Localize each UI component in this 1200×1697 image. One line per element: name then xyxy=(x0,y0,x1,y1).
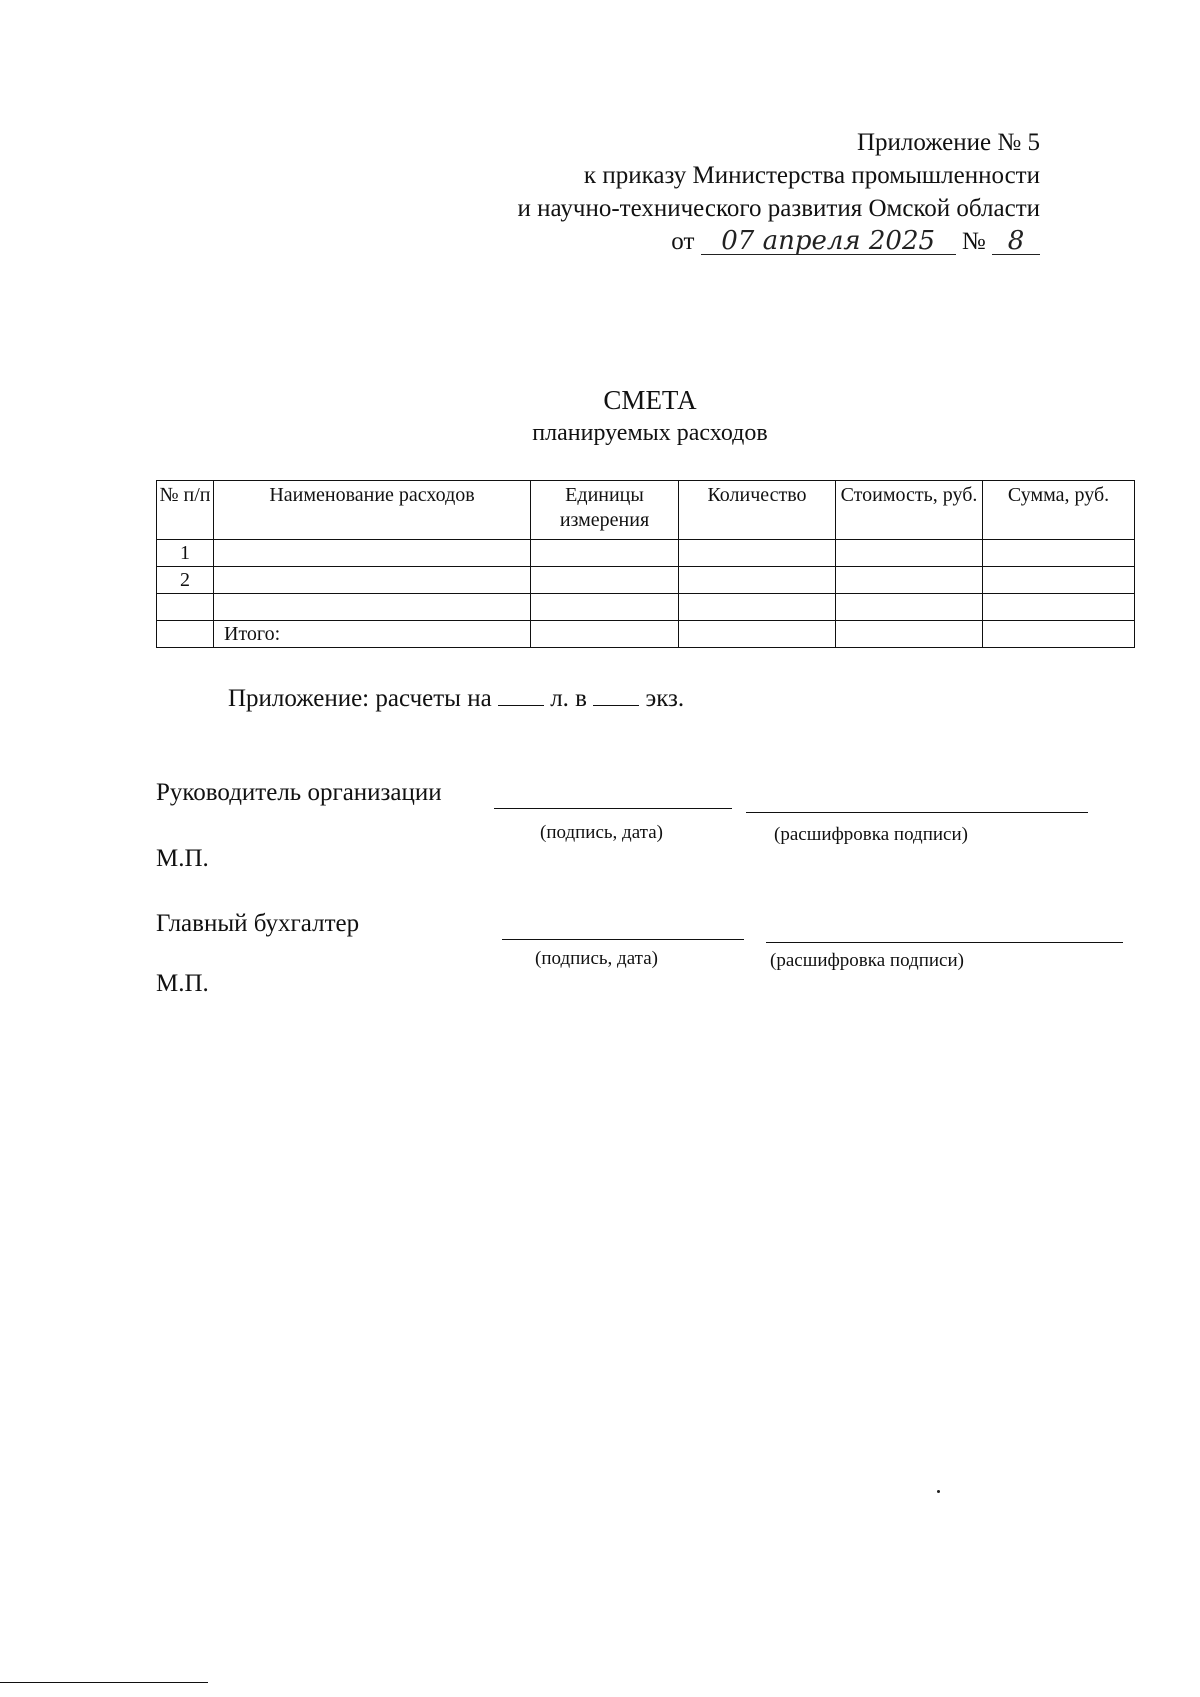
table-row xyxy=(157,540,1135,567)
col-header-number: № п/п xyxy=(157,481,214,540)
copies-count-blank xyxy=(593,685,639,706)
attachment-mid: л. в xyxy=(550,685,587,712)
table-row xyxy=(157,567,1135,594)
stamp-place-label: М.П. xyxy=(156,970,209,997)
col-header-expense-name: Наименование расходов xyxy=(214,481,531,540)
head-signature-line xyxy=(494,808,732,809)
handwritten-number: 8 xyxy=(992,228,1040,255)
from-label: от xyxy=(671,228,695,255)
col-header-quantity: Количество xyxy=(679,481,836,540)
head-decoding-caption: (расшифровка подписи) xyxy=(774,824,968,845)
col-header-cost: Стоимость, руб. xyxy=(836,481,983,540)
table-row xyxy=(157,594,1135,621)
accountant-decoding-line xyxy=(766,942,1123,943)
chief-accountant-label: Главный бухгалтер xyxy=(156,910,360,937)
estimate-table xyxy=(156,480,1135,648)
accountant-decoding-caption: (расшифровка подписи) xyxy=(770,950,964,971)
row-cost xyxy=(836,621,983,648)
sheets-count-blank xyxy=(498,685,544,706)
row-unit xyxy=(531,621,679,648)
row-sum xyxy=(983,621,1135,648)
row-cost xyxy=(836,567,983,594)
row-quantity xyxy=(679,567,836,594)
row-number xyxy=(157,594,214,621)
row-unit xyxy=(531,567,679,594)
row-sum xyxy=(983,594,1135,621)
attachment-prefix: Приложение: расчеты на xyxy=(228,685,492,712)
attachment-suffix: экз. xyxy=(645,685,685,712)
row-sum xyxy=(983,540,1135,567)
handwritten-date: 07 апреля 2025 xyxy=(701,228,956,255)
col-header-unit: Единицы измерения xyxy=(531,481,679,540)
order-date-line xyxy=(671,225,1040,258)
row-unit xyxy=(531,594,679,621)
row-number: 1 xyxy=(157,540,214,567)
row-sum xyxy=(983,567,1135,594)
head-signature-caption: (подпись, дата) xyxy=(540,822,663,843)
ministry-name: и научно-технического развития Омской области xyxy=(517,195,1040,222)
row-quantity xyxy=(679,594,836,621)
attachment-line xyxy=(228,685,684,713)
document-title: СМЕТА xyxy=(603,385,697,415)
row-expense-name xyxy=(214,567,531,594)
table-total-row xyxy=(157,621,1135,648)
appendix-number: Приложение № 5 xyxy=(856,129,1040,156)
accountant-signature-caption: (подпись, дата) xyxy=(535,948,658,969)
total-label: Итого: xyxy=(214,621,531,648)
head-of-organization-label: Руководитель организации xyxy=(156,779,442,806)
number-label: № xyxy=(961,228,986,255)
scan-dot xyxy=(937,1490,940,1493)
footnote-rule xyxy=(0,1682,208,1683)
row-cost xyxy=(836,594,983,621)
row-cost xyxy=(836,540,983,567)
row-expense-name xyxy=(214,594,531,621)
document-subtitle: планируемых расходов xyxy=(532,420,768,446)
row-number: 2 xyxy=(157,567,214,594)
row-number xyxy=(157,621,214,648)
row-expense-name xyxy=(214,540,531,567)
col-header-sum: Сумма, руб. xyxy=(983,481,1135,540)
row-quantity xyxy=(679,540,836,567)
row-quantity xyxy=(679,621,836,648)
head-decoding-line xyxy=(746,812,1088,813)
row-unit xyxy=(531,540,679,567)
order-reference: к приказу Министерства промышленности xyxy=(583,162,1040,189)
accountant-signature-line xyxy=(502,939,744,940)
stamp-place-label: М.П. xyxy=(156,845,209,872)
table-header-row xyxy=(157,481,1135,540)
